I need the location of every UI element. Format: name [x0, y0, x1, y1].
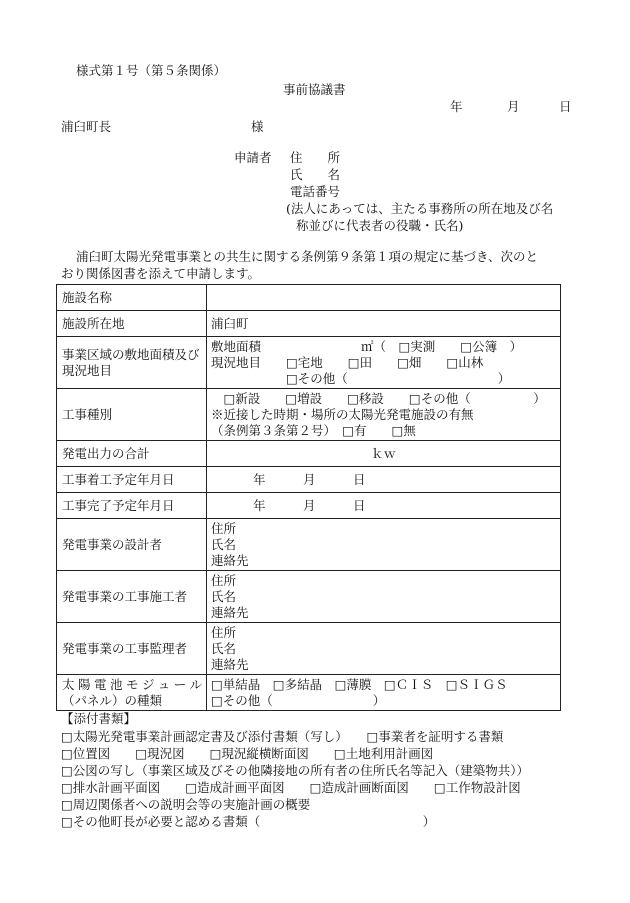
supervisor-field[interactable] — [207, 623, 561, 675]
end-date-label: 工事完了予定年月日 — [57, 493, 207, 519]
date-day-label: 日 — [559, 99, 572, 114]
attachment-item[interactable]: □太陽光発電事業計画認定書及び添付書類（写し） □事業者を証明する書類 — [61, 729, 504, 744]
date-year-label: 年 — [450, 99, 463, 114]
attachment-item[interactable]: □位置図 □現況図 □現況縦横断面図 □土地利用計画図 — [61, 746, 434, 761]
facility-name-label: 施設名称 — [57, 285, 207, 311]
row-designer — [57, 519, 561, 571]
row-module — [57, 675, 561, 711]
designer-address-label: 住所 — [211, 520, 237, 536]
facility-location-field[interactable]: 浦臼町 — [207, 311, 561, 337]
applicant-note-line2: 称並びに代表者の役職・氏名) — [296, 218, 464, 233]
row-end-date — [57, 493, 561, 519]
attachment-item[interactable]: □公図の写し（事業区域及びその他隣接地の所有者の住所氏名等記入（建築物共）） — [61, 763, 530, 778]
form-number: 様式第１号（第５条関係） — [76, 63, 227, 78]
date-month-label: 月 — [507, 99, 520, 114]
start-date-field[interactable]: 年 月 日 — [207, 467, 561, 493]
work-type-options: □新設 □増設 □移設 □その他（ ） — [211, 390, 546, 406]
row-facility-location — [57, 311, 561, 337]
intro-line2: おり関係図書を添えて申請します。 — [61, 266, 261, 281]
contractor-label: 発電事業の工事施工者 — [57, 571, 207, 623]
module-label-line1: 太陽電池モジュール — [62, 676, 202, 692]
designer-name-label: 氏名 — [211, 536, 237, 552]
addressee: 浦臼町長 — [61, 119, 112, 134]
attachment-item[interactable]: □周辺関係者への説明会等の実施計画の概要 — [61, 797, 311, 812]
row-start-date — [57, 467, 561, 493]
applicant-address-label: 住 所 — [290, 150, 341, 165]
module-type-options: □単結晶 □多結晶 □薄膜 □ＣＩＳ □ＳＩＧＳ — [211, 676, 508, 692]
module-field[interactable] — [207, 675, 561, 711]
contractor-name-label: 氏名 — [211, 588, 237, 604]
supervisor-contact-label: 連絡先 — [211, 656, 249, 672]
site-area-line: 敷地面積 ㎡（ □実測 □公簿 ） — [211, 338, 523, 354]
row-site — [57, 337, 561, 389]
contractor-address-label: 住所 — [211, 572, 237, 588]
site-land-use-line: 現況地目 □宅地 □田 □畑 □山林 — [211, 354, 484, 370]
designer-field[interactable] — [207, 519, 561, 571]
applicant-note-line1: (法人にあっては、主たる事務所の所在地及び名 — [286, 201, 554, 216]
designer-contact-label: 連絡先 — [211, 552, 249, 568]
output-label: 発電出力の合計 — [57, 441, 207, 467]
intro-line1: 浦臼町太陽光発電事業との共生に関する条例第９条第１項の規定に基づき、次のと — [76, 249, 539, 264]
applicant-phone-label: 電話番号 — [290, 184, 341, 199]
facility-name-field[interactable] — [207, 285, 561, 311]
site-label: 事業区域の敷地面積及び現況地目 — [57, 337, 207, 389]
module-other-option: □その他（ ） — [211, 692, 386, 708]
supervisor-label: 発電事業の工事監理者 — [57, 623, 207, 675]
row-facility-name — [57, 285, 561, 311]
facility-location-label: 施設所在地 — [57, 311, 207, 337]
supervisor-name-label: 氏名 — [211, 640, 237, 656]
row-output — [57, 441, 561, 467]
document-title: 事前協議書 — [283, 82, 346, 97]
site-field[interactable] — [207, 337, 561, 389]
row-contractor — [57, 571, 561, 623]
output-field[interactable]: ｋｗ — [207, 441, 561, 467]
applicant-name-label: 氏 名 — [290, 167, 341, 182]
supervisor-address-label: 住所 — [211, 624, 237, 640]
start-date-label: 工事着工予定年月日 — [57, 467, 207, 493]
attachment-item[interactable]: □その他町長が必要と認める書類（ ） — [61, 814, 436, 829]
module-label-line2: （パネル）の種類 — [62, 692, 163, 708]
contractor-contact-label: 連絡先 — [211, 604, 249, 620]
attachments-heading: 【添付書類】 — [61, 711, 137, 726]
work-type-nearby-options: （条例第３条第２号） □有 □無 — [211, 422, 416, 438]
work-type-label: 工事種別 — [57, 389, 207, 441]
row-supervisor — [57, 623, 561, 675]
site-other-line: □その他（ ） — [211, 370, 511, 386]
work-type-nearby-note: ※近接した時期・場所の太陽光発電施設の有無 — [211, 406, 474, 422]
addressee-honorific: 様 — [251, 119, 264, 134]
designer-label: 発電事業の設計者 — [57, 519, 207, 571]
applicant-label: 申請者 — [234, 150, 272, 165]
contractor-field[interactable] — [207, 571, 561, 623]
work-type-field[interactable] — [207, 389, 561, 441]
row-work-type — [57, 389, 561, 441]
end-date-field[interactable]: 年 月 日 — [207, 493, 561, 519]
attachment-item[interactable]: □排水計画平面図 □造成計画平面図 □造成計画断面図 □工作物設計図 — [61, 780, 521, 795]
application-table — [56, 284, 561, 711]
module-label — [57, 675, 207, 711]
